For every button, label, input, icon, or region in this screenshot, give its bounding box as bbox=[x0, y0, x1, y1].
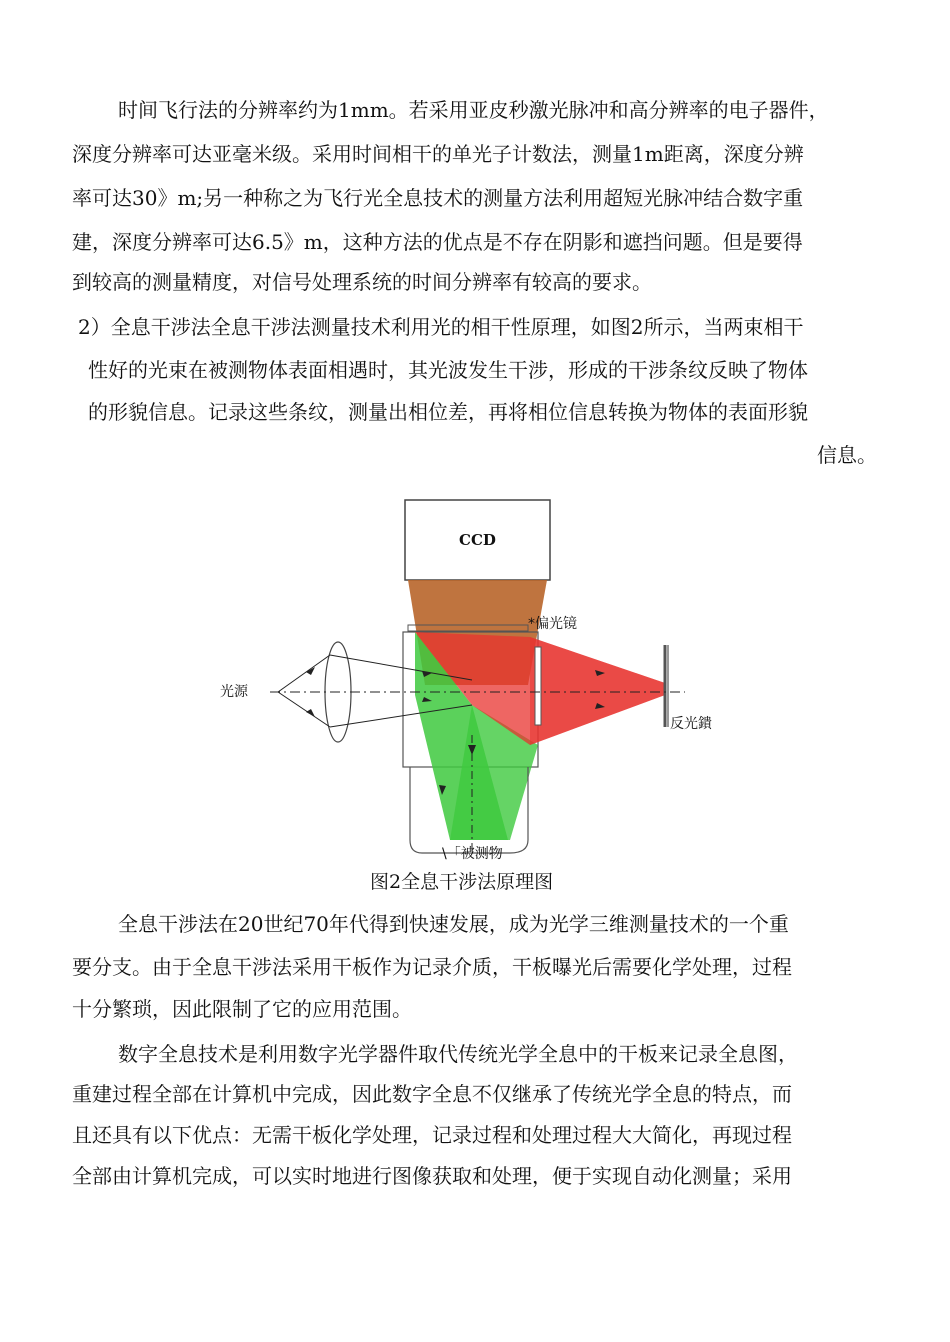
body-text-line: 深度分辨率可达亚毫米级。采用时间相干的单光子计数法，测量1m距离，深度分辨 bbox=[72, 142, 804, 166]
body-text-line: 十分繁琐，因此限制了它的应用范围。 bbox=[72, 997, 412, 1021]
ccd-label: CCD bbox=[459, 531, 496, 549]
side-polarizer bbox=[535, 647, 541, 725]
body-text-line: 重建过程全部在计算机中完成，因此数字全息不仅继承了传统光学全息的特点，而 bbox=[72, 1082, 792, 1106]
body-text-line: 信息。 bbox=[817, 443, 877, 467]
body-text-line: 率可达30》m;另一种称之为飞行光全息技术的测量方法利用超短光脉冲结合数字重 bbox=[72, 186, 804, 210]
body-text-line: 数字全息技术是利用数字光学器件取代传统光学全息中的干板来记录全息图， bbox=[118, 1042, 798, 1066]
body-text-line: 性好的光束在被测物体表面相遇时，其光波发生干涉，形成的干涉条纹反映了物体 bbox=[88, 358, 808, 382]
body-text-line: 全部由计算机完成，可以实时地进行图像获取和处理，便于实现自动化测量；采用 bbox=[72, 1164, 792, 1188]
holographic-interference-diagram bbox=[210, 495, 740, 865]
body-text-line: 的形貌信息。记录这些条纹，测量出相位差，再将相位信息转换为物体的表面形貌 bbox=[88, 400, 808, 424]
light-source-label: 光源 bbox=[220, 684, 248, 700]
red-beam-outer bbox=[530, 637, 665, 745]
polarizer-label: *偏光镜 bbox=[528, 616, 577, 632]
body-text-line: 建，深度分辨率可达6.5》m，这种方法的优点是不存在阴影和遮挡问题。但是要得 bbox=[72, 230, 803, 254]
body-text-line: 到较高的测量精度，对信号处理系统的时间分辨率有较高的要求。 bbox=[72, 270, 652, 294]
body-text-line: 时间飞行法的分辨率约为1mm。若采用亚皮秒激光脉冲和高分辨率的电子器件， bbox=[118, 98, 829, 122]
object-label: \「被测物 bbox=[442, 846, 503, 862]
body-text-line: 要分支。由于全息干涉法采用干板作为记录介质，干板曝光后需要化学处理，过程 bbox=[72, 955, 792, 979]
diagram-graphic bbox=[210, 495, 740, 865]
body-text-line: 2）全息干涉法全息干涉法测量技术利用光的相干性原理，如图2所示，当两束相干 bbox=[78, 315, 804, 339]
mirror-label: 反光鐀 bbox=[670, 716, 712, 732]
body-text-line: 全息干涉法在20世纪70年代得到快速发展，成为光学三维测量技术的一个重 bbox=[118, 912, 789, 936]
body-text-line: 且还具有以下优点：无需干板化学处理，记录过程和处理过程大大简化，再现过程 bbox=[72, 1123, 792, 1147]
figure-caption: 图2全息干涉法原理图 bbox=[370, 871, 554, 893]
